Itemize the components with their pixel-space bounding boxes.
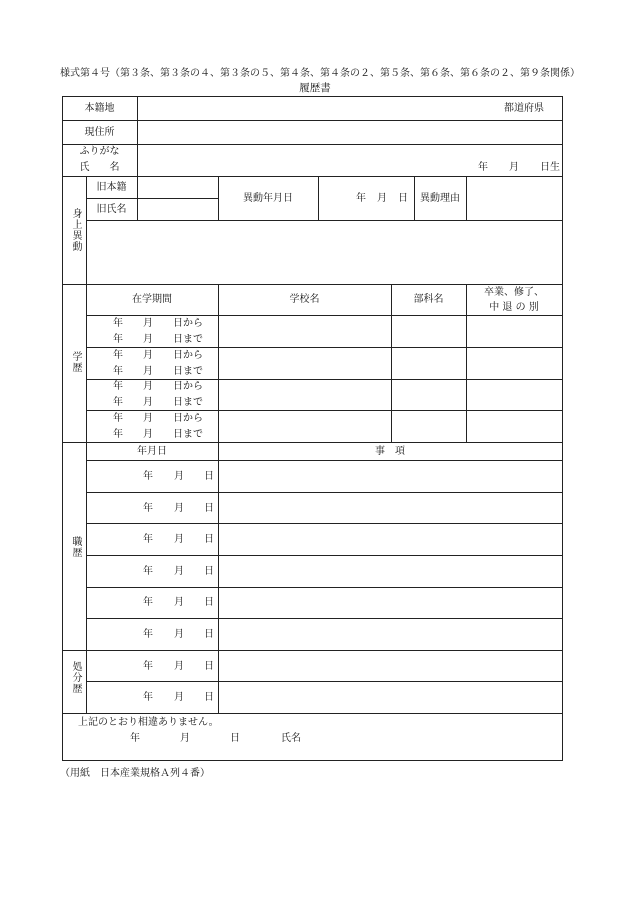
declaration-month: 月	[180, 733, 190, 744]
education-col-status-line1: 卒業、修了、	[484, 287, 544, 298]
change-day-label: 日	[398, 193, 408, 204]
edu-to-month: 月	[143, 429, 153, 440]
emp-year: 年	[143, 566, 153, 577]
edu-from-day: 日から	[173, 318, 203, 329]
emp-day: 日	[204, 534, 214, 545]
declaration-name-label: 氏名	[281, 733, 301, 744]
edu-from-day: 日から	[173, 350, 203, 361]
edu-to-year: 年	[113, 366, 123, 377]
emp-day: 日	[204, 597, 214, 608]
edu-to-year: 年	[113, 397, 123, 408]
emp-month: 月	[174, 471, 184, 482]
furigana-label: ふりがな	[79, 146, 120, 157]
honseki-label: 本籍地	[84, 103, 115, 114]
emp-month: 月	[174, 503, 184, 514]
emp-day: 日	[204, 566, 214, 577]
birth-day-label: 日生	[540, 162, 560, 173]
form-title: 様式第４号（第３条、第３条の４、第３条の５、第４条、第４条の２、第５条、第６条、第６条の２、第９条関係）	[60, 68, 580, 79]
edu-from-month: 月	[143, 318, 153, 329]
disc-month: 月	[174, 661, 184, 672]
emp-day: 日	[204, 471, 214, 482]
disc-year: 年	[143, 692, 153, 703]
disc-month: 月	[174, 692, 184, 703]
emp-year: 年	[143, 629, 153, 640]
emp-day: 日	[204, 629, 214, 640]
old-honseki-label: 旧本籍	[96, 182, 127, 193]
edu-from-month: 月	[143, 413, 153, 424]
education-col-status-line2: 中 退 の 別	[489, 302, 539, 313]
document-title: 履歴書	[299, 82, 331, 94]
edu-to-day: 日まで	[173, 334, 203, 345]
name-label: 氏 名	[79, 162, 120, 173]
emp-month: 月	[174, 566, 184, 577]
emp-year: 年	[143, 534, 153, 545]
change-reason-label: 異動理由	[420, 193, 460, 204]
declaration-year: 年	[130, 733, 140, 744]
edu-from-month: 月	[143, 381, 153, 392]
education-col-department: 部科名	[413, 294, 444, 305]
edu-from-year: 年	[113, 381, 123, 392]
change-year-label: 年	[356, 193, 366, 204]
edu-to-month: 月	[143, 397, 153, 408]
declaration-day: 日	[230, 733, 240, 744]
emp-year: 年	[143, 471, 153, 482]
edu-to-day: 日まで	[173, 429, 203, 440]
change-month-label: 月	[377, 193, 387, 204]
edu-to-day: 日まで	[173, 397, 203, 408]
education-section-label: 学歴	[70, 351, 81, 373]
birth-month-label: 月	[509, 162, 519, 173]
edu-to-day: 日まで	[173, 366, 203, 377]
disc-year: 年	[143, 661, 153, 672]
status-change-section-label: 身上異動	[70, 208, 81, 252]
declaration-statement: 上記のとおり相違ありません。	[78, 717, 219, 728]
edu-from-day: 日から	[173, 413, 203, 424]
edu-to-month: 月	[143, 366, 153, 377]
edu-to-year: 年	[113, 334, 123, 345]
emp-month: 月	[174, 597, 184, 608]
employment-section-label: 職歴	[70, 536, 81, 558]
edu-from-year: 年	[113, 350, 123, 361]
paper-size-note: （用紙 日本産業規格Ａ列４番）	[60, 768, 210, 779]
edu-from-year: 年	[113, 413, 123, 424]
edu-to-month: 月	[143, 334, 153, 345]
employment-col-date: 年月日	[137, 446, 167, 457]
education-col-period: 在学期間	[132, 294, 172, 305]
edu-from-month: 月	[143, 350, 153, 361]
emp-day: 日	[204, 503, 214, 514]
education-col-school: 学校名	[289, 294, 320, 305]
emp-month: 月	[174, 629, 184, 640]
birth-year-label: 年	[478, 162, 488, 173]
emp-month: 月	[174, 534, 184, 545]
emp-year: 年	[143, 597, 153, 608]
address-label: 現住所	[84, 127, 115, 138]
edu-from-year: 年	[113, 318, 123, 329]
edu-to-year: 年	[113, 429, 123, 440]
disc-day: 日	[204, 661, 214, 672]
change-date-label: 異動年月日	[243, 193, 293, 204]
employment-col-item: 事 項	[375, 446, 405, 457]
old-name-label: 旧氏名	[96, 204, 127, 215]
emp-year: 年	[143, 503, 153, 514]
edu-from-day: 日から	[173, 381, 203, 392]
disc-day: 日	[204, 692, 214, 703]
discipline-section-label: 処分歴	[70, 661, 81, 694]
prefecture-suffix: 都道府県	[504, 103, 544, 114]
